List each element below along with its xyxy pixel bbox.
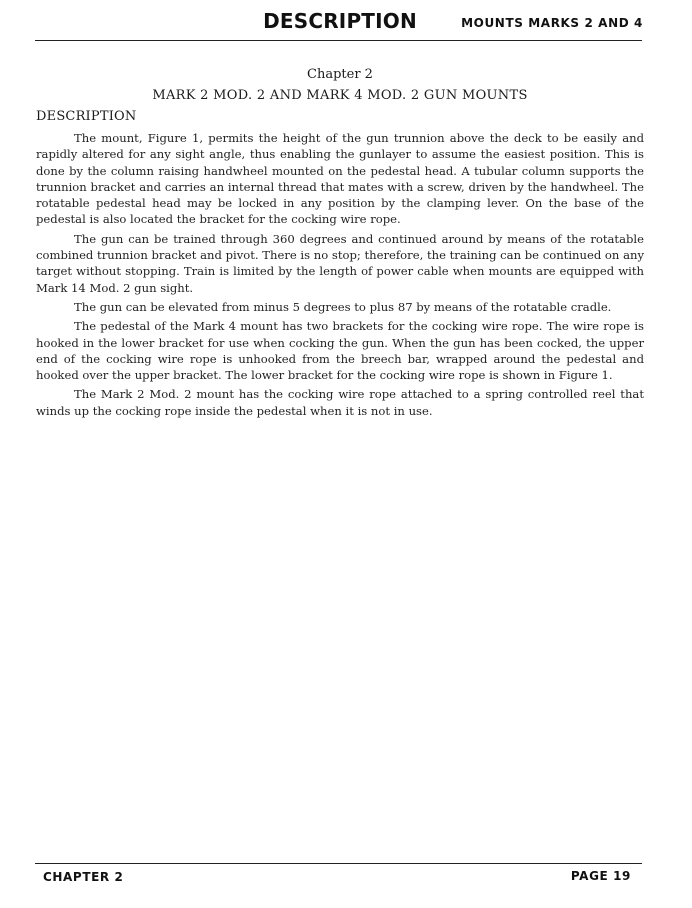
document-title: MARK 2 MOD. 2 AND MARK 4 MOD. 2 GUN MOUNTS <box>152 88 528 103</box>
paragraph: The Mark 2 Mod. 2 mount has the cocking wire rope attached to a spring controlled reel that winds up the cocking rope inside the pedestal when it is not in use. <box>36 387 644 418</box>
chapter-label: Chapter 2 <box>307 67 373 82</box>
section-heading: DESCRIPTION <box>36 109 137 124</box>
paragraph: The mount, Figure 1, permits the height of the gun trunnion above the deck to be easily and rapidly altered for any sight angle, thus enabling the gunlayer to assume the easiest position. This is done by the column raising handwheel mounted on the pedestal head. A tubular column supports the trunnion bracket and carries an internal thread that mates with a screw, driven by the handwheel. The rotatable pedestal head may be locked in any position by the clamping lever. On the base of the pedestal is also located the bracket for the cocking wire rope. <box>36 131 644 227</box>
paragraph: The pedestal of the Mark 4 mount has two brackets for the cocking wire rope. The wire rope is hooked in the lower bracket for use when cocking the gun. When the gun has been cocked, the upper end of the cocking wire rope is unhooked from the breech bar, wrapped around the pedestal and hooked over the upper bracket. The lower bracket for the cocking wire rope is shown in Figure 1. <box>36 319 644 383</box>
paragraph: The gun can be elevated from minus 5 degrees to plus 87 by means of the rotatable cradle. <box>74 299 612 314</box>
paragraph: The gun can be trained through 360 degrees and continued around by means of the rotatable combined trunnion bracket and pivot. There is no stop; therefore, the training can be continued on any target without stopping. Train is limited by the length of power cable when mounts are equipped with Mark 14 Mod. 2 gun sight. <box>36 231 644 295</box>
footer-rule <box>35 863 642 864</box>
page-header-title: DESCRIPTION <box>263 9 417 33</box>
footer-chapter: CHAPTER 2 <box>43 870 124 884</box>
header-rule <box>35 40 642 41</box>
body-text <box>36 130 644 422</box>
footer-page-number: PAGE 19 <box>570 869 631 883</box>
running-head: MOUNTS MARKS 2 AND 4 <box>461 16 643 30</box>
